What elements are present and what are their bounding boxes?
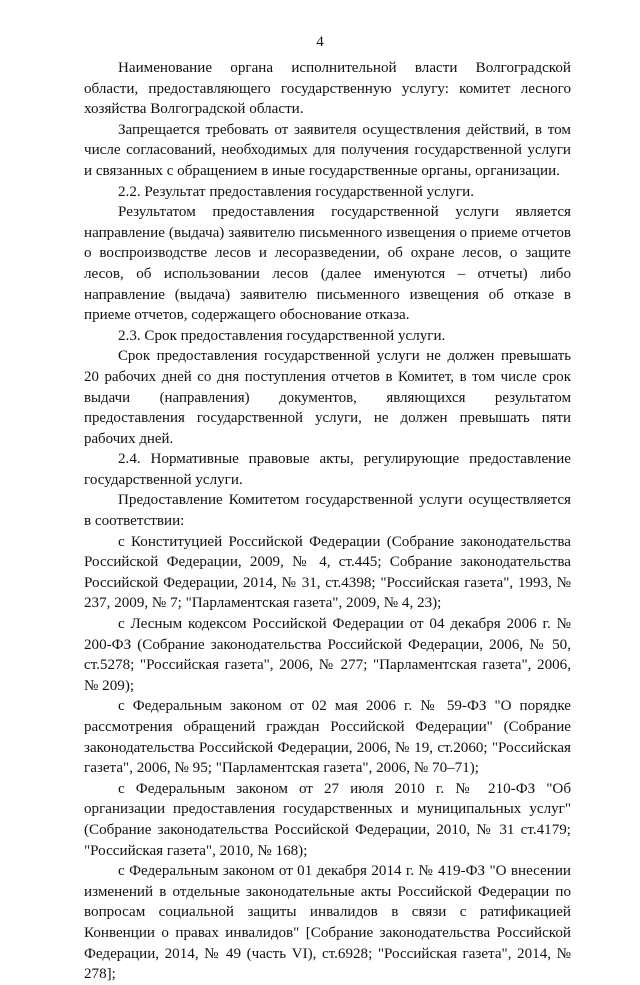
section-heading-2-2: 2.2. Результат предоставления государственной услуги. [118,183,474,200]
list-item-forest-code: с Лесным кодексом Российской Федерации от 04 декабря 2006 г. № 200-ФЗ (Собрание законодательства Российской Федерации, 2006, № 50, ст.5278; "Российская газета", 2006, № 277; "Парламентская газета", 2006, № 209); [84,616,571,694]
list-item-federal-law-210: с Федеральным законом от 27 июля 2010 г. № 210-ФЗ "Об организации предоставления государственных и муниципальных услуг" (Собрание законодательства Российской Федерации, 2010, № 31 ст.4179; "Российская газета", 2010, № 168); [84,780,571,859]
paragraph-legal-basis-intro: Предоставление Комитетом государственной услуги осуществляется в соответствии: [84,492,571,530]
list-item-constitution: с Конституцией Российской Федерации (Собрание законодательства Российской Федерации, 2009, № 4, ст.445; Собрание законодательства Российской Федерации, 2014, № 31, ст.4398; "Российская газета", 1993, № 237, 2009, № 7; "Парламентская газета", 2009, № 4, 23); [84,533,571,612]
paragraph-service-term: Срок предоставления государственной услуги не должен превышать 20 рабочих дней со дня поступления отчетов в Комитет, в том числе срок выдачи (направления) документов, являющихся результатом предоставления государственной услуги, не должен превышать пяти рабочих дней. [84,348,571,447]
section-heading-2-4: 2.4. Нормативные правовые акты, регулирующие предоставление государственной услуги. [84,451,571,488]
list-item-federal-law-419: с Федеральным законом от 01 декабря 2014 г. № 419-ФЗ "О внесении изменений в отдельные законодательные акты Российской Федерации по вопросам социальной защиты инвалидов в связи с ратификацией Конвенции о правах инвалидов" [Собрание законодательства Российской Федерации, 2014, № 49 (часть VI), ст.6928; "Российская газета", 2014, № 278]; [84,863,571,983]
document-body [84,58,571,985]
paragraph-prohibition: Запрещается требовать от заявителя осуществления действий, в том числе согласований, необходимых для получения государственной услуги и связанных с обращением в иные государственные органы, организации. [84,121,571,179]
list-item-federal-law-59: с Федеральным законом от 02 мая 2006 г. № 59-ФЗ "О порядке рассмотрения обращений граждан Российской Федерации" (Собрание законодательства Российской Федерации, 2006, № 19, ст.2060; "Российская газета", 2006, № 95; "Парламентская газета", 2006, № 70–71); [84,698,571,777]
paragraph-service-result: Результатом предоставления государственной услуги является направление (выдача) заявителю письменного извещения о приеме отчетов о воспроизводстве лесов и лесоразведении, об охране лесов, о защите лесов, об использовании лесов (далее именуются – отчеты) либо направление (выдача) заявителю письменного извещения об отказе в приеме отчетов, содержащего обоснование отказа. [84,204,571,324]
paragraph-authority-name: Наименование органа исполнительной власти Волгоградской области, предоставляющего государственную услугу: комитет лесного хозяйства Волгоградской области. [84,60,571,118]
section-heading-2-3: 2.3. Срок предоставления государственной услуги. [118,327,446,344]
page-number: 4 [316,34,324,50]
